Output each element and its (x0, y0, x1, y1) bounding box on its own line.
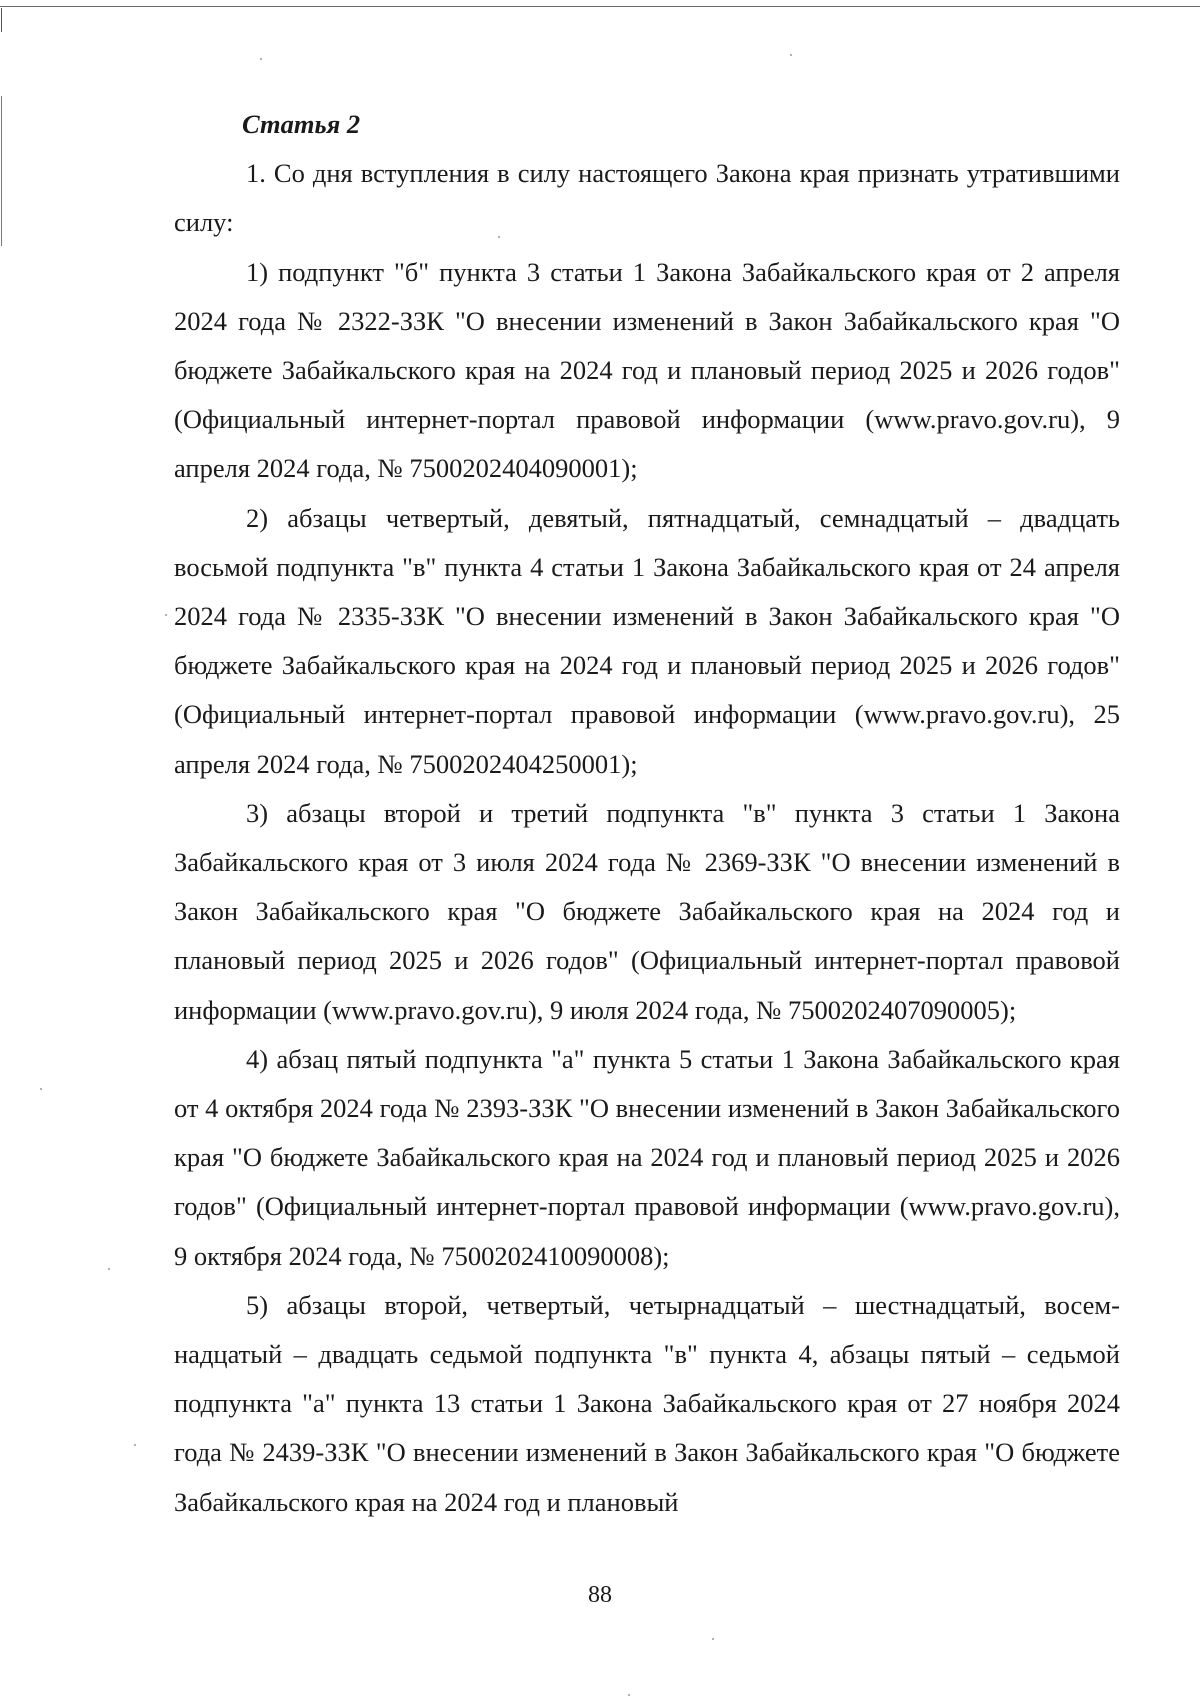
scan-speck (790, 54, 792, 56)
scan-speck (628, 1694, 630, 1696)
article-heading: Статья 2 (242, 109, 361, 139)
page-number: 88 (588, 1582, 612, 1608)
paragraph-item-4: 4) абзац пятый подпункта "а" пункта 5 статьи 1 Закона Забайкальского края от 4 октября 2024 года № 2393-ЗЗК "О внесении изменений в Закон Забайкальского края "О бюджете Забайкальского края на 2024 год и плановый период 2025 и 2026 годов" (Официальный интернет-портал правовой информации (www.pravo.gov.ru), 9 октября 2024 года, № 7500202410090008); (174, 1043, 1120, 1271)
scan-speck (165, 614, 167, 616)
paragraph-item-1: 1) подпункт "б" пункта 3 статьи 1 Закона Забайкальского края от 2 апреля 2024 года № 2322-ЗЗК "О внесении изменений в Закон Забайкальского края "О бюджете Забайкальского края на 2024 год и плановый период 2025 и 2026 годов" (Официальный интернет-портал правовой информации (www.pravo.gov.ru), 9 апреля 2024 года, № 7500202404090001); (174, 256, 1120, 484)
scan-speck (712, 1638, 714, 1640)
scan-speck (260, 58, 262, 60)
paragraph-item-3: 3) абзацы второй и третий подпункта "в" пункта 3 статьи 1 Закона Забайкальского края от 3 июля 2024 года № 2369-ЗЗК "О внесении изменений в Закон Забайкальского края "О бюджете Забайкальского края на 2024 год и плановый период 2025 и 2026 годов" (Официальный интернет-портал правовой информации (www.pravo.gov.ru), 9 июля 2024 года, № 7500202407090005); (174, 797, 1120, 1025)
paragraph-item-5: 5) абзацы второй, четвертый, четырнадцатый – шестнадцатый, восемнадцатый – двадцать седьмой подпункта "в" пункта 4, абзацы пятый – седьмой подпункта "а" пункта 13 статьи 1 Закона Забайкальского края от 27 ноября 2024 года № 2439-ЗЗК "О внесении изменений в Закон Забайкальского края "О бюджете Забайкальского края на 2024 год и плановый (174, 1289, 1120, 1517)
paragraph-item-2: 2) абзацы четвертый, девятый, пятнадцатый, семнадцатый – двадцать восьмой подпункта "в" пункта 4 статьи 1 Закона Забайкальского края от 24 апреля 2024 года № 2335-ЗЗК "О внесении изменений в Закон Забайкальского края "О бюджете Забайкальского края на 2024 год и плановый период 2025 и 2026 годов" (Официальный интернет-портал правовой информации (www.pravo.gov.ru), 25 апреля 2024 года, № 7500202404250001); (174, 502, 1120, 779)
scan-border-left (1, 96, 2, 246)
scan-border-left (1, 8, 2, 32)
scan-speck (40, 1088, 42, 1090)
scan-speck (108, 1268, 110, 1270)
scan-speck (134, 1444, 136, 1446)
scan-border-top (0, 6, 1200, 7)
document-body (174, 100, 1120, 1527)
paragraph-clause-1: 1. Со дня вступления в силу настоящего Закона края признать утратившими силу: (174, 158, 1120, 238)
